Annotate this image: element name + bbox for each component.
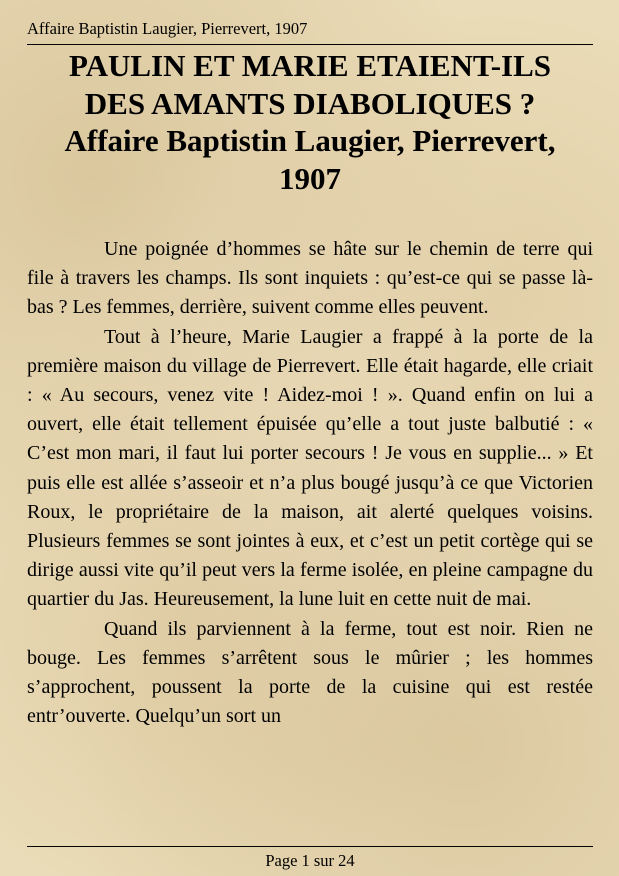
document-page (27, 0, 593, 876)
page-number: Page 1 sur 24 (265, 851, 355, 870)
title-line-4: 1907 (279, 160, 341, 196)
page-title (27, 47, 593, 197)
page-footer (27, 846, 593, 873)
paragraph-3: Quand ils parviennent à la ferme, tout est noir. Rien ne bouge. Les femmes s’arrêtent sous le mûrier ; les hommes s’approchent, poussent la porte de la cuisine qui est restée entr’ouverte. Quelqu’un sort un (27, 617, 593, 728)
running-header: Affaire Baptistin Laugier, Pierrevert, 1907 (27, 19, 593, 45)
paragraph-1: Une poignée d’hommes se hâte sur le chemin de terre qui file à travers les champs. Ils sont inquiets : qu’est-ce qui se passe là-bas ? Les femmes, derrière, suivent comme elles peuvent. (27, 238, 593, 319)
title-line-1: PAULIN ET MARIE ETAIENT-ILS (68, 48, 552, 83)
title-line-2: DES AMANTS DIABOLIQUES ? (84, 85, 536, 121)
title-line-3: Affaire Baptistin Laugier, Pierrevert, (64, 123, 556, 158)
body-text (27, 235, 593, 731)
paragraph-2: Tout à l’heure, Marie Laugier a frappé à la porte de la première maison du village de Pierrevert. Elle était hagarde, elle criait : « Au secours, venez vite ! Aidez-moi ! ». Quand enfin on lui a ouvert, elle était tellement épuisée qu’elle a tout juste balbutié : « C’est mon mari, il faut lui porter secours ! Je vous en supplie... » Et puis elle est allée s’asseoir et n’a plus bougé jusqu’à ce que Victorien Roux, le propriétaire de la maison, ait alerté quelques voisins. Plusieurs femmes se sont jointes à eux, et c’est un petit cortège qui se dirige aussi vite qu’il peut vers la ferme isolée, en pleine campagne du quartier du Jas. Heureusement, la lune luit en cette nuit de mai. (27, 325, 593, 611)
